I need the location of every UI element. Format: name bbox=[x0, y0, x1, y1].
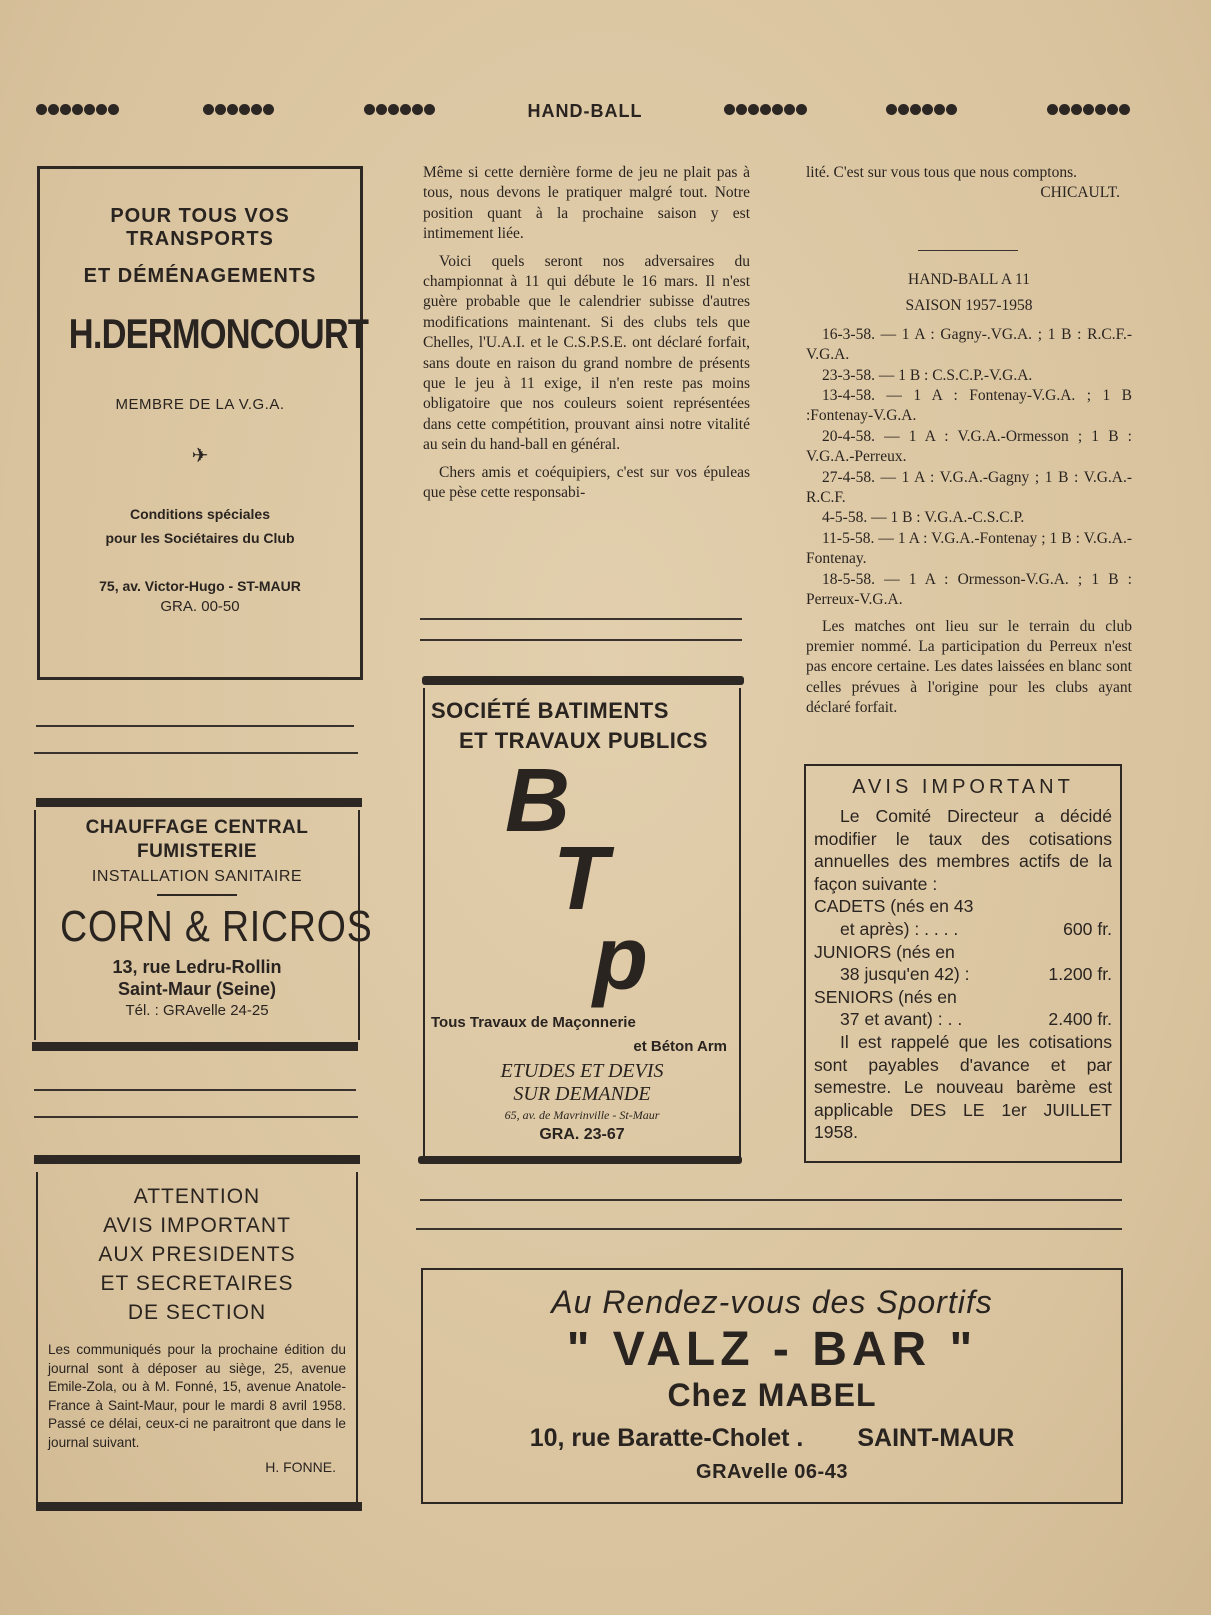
article-body bbox=[423, 163, 750, 511]
divider bbox=[918, 250, 1018, 251]
fee-line: SENIORS (nés en bbox=[814, 986, 957, 1007]
ad-line: ET DÉMÉNAGEMENTS bbox=[83, 265, 317, 287]
divider bbox=[420, 639, 742, 641]
schedule-entry: 27-4-58. — 1 A : V.G.A.-Gagny ; 1 B : V.G.A.-R.C.F. bbox=[806, 468, 1132, 507]
divider bbox=[416, 1228, 1122, 1230]
notice-body bbox=[814, 805, 1112, 1144]
ad-line-text: FUMISTERIE bbox=[136, 841, 258, 862]
notice-body: Les communiqués pour la prochaine édition du journal sont à déposer au siège, 25, avenue Emile-Zola, ou à M. Fonné, 15, avenue Anatole-France à Saint-Maur, pour le mardi 8 avril 1958. Passé ce délai, ceux-ci ne paraitront que dans le journal suivant. bbox=[48, 1342, 346, 1450]
ad-valz-bar bbox=[421, 1268, 1123, 1504]
ad-bottom-bar bbox=[32, 1042, 358, 1051]
article-continuation bbox=[806, 163, 1132, 204]
ad-address-street: 10, rue Baratte-Cholet . bbox=[529, 1424, 804, 1452]
ad-phone: GRAvelle 06-43 bbox=[696, 1461, 848, 1483]
divider bbox=[34, 752, 358, 754]
divider bbox=[34, 1089, 356, 1091]
ad-phone: GRA. 23-67 bbox=[539, 1126, 625, 1143]
notice-heading-line: ET SECRETAIRES bbox=[100, 1272, 294, 1295]
article-paragraph: Chers amis et coéquipiers, c'est sur vos épuleas que pèse cette responsabi- bbox=[423, 463, 750, 502]
fee-row bbox=[814, 918, 1112, 941]
ad-line-text: CHAUFFAGE CENTRAL bbox=[85, 817, 309, 838]
ad-services: Tous Travaux de Maçonnerie bbox=[431, 1014, 636, 1031]
ad-address bbox=[423, 1424, 1121, 1453]
header-ornament-left-2 bbox=[203, 104, 274, 118]
schedule-entry: 13-4-58. — 1 A : Fontenay-V.G.A. ; 1 B :Fontenay-V.G.A. bbox=[806, 387, 1132, 425]
ad-address: 75, av. Victor-Hugo - ST-MAUR bbox=[99, 578, 301, 594]
notice-heading: AVIS IMPORTANT bbox=[852, 776, 1074, 798]
notice-heading-line: AUX PRESIDENTS bbox=[98, 1243, 296, 1266]
header-ornament-left-3 bbox=[364, 104, 435, 118]
notice-avis-important bbox=[804, 764, 1122, 1163]
divider bbox=[34, 1116, 358, 1118]
schedule-entry: 18-5-58. — 1 A : Ormesson-V.G.A. ; 1 B : Perreux-V.G.A. bbox=[806, 570, 1132, 609]
ad-etudes bbox=[425, 1060, 739, 1106]
divider bbox=[36, 725, 354, 727]
header-ornament-right-3 bbox=[1047, 104, 1130, 118]
ad-top-bar bbox=[422, 676, 744, 685]
ad-address bbox=[36, 956, 358, 1000]
article-paragraph: Même si cette dernière forme de jeu ne plait pas à tous, nous devons le pratiquer malgré tout. Notre position quant à la prochaine saison y est intimement liée. bbox=[423, 164, 750, 243]
ad-company-name: H.DERMONCOURT bbox=[68, 310, 369, 357]
ad-bottom-bar bbox=[418, 1156, 742, 1164]
header-ornament-right-2 bbox=[886, 104, 957, 118]
notice-attention bbox=[36, 1172, 358, 1507]
btp-logo-b: B bbox=[505, 751, 570, 851]
schedule-entry: 4-5-58. — 1 B : V.G.A.-C.S.C.P. bbox=[822, 509, 1025, 527]
ad-address-line: 13, rue Ledru-Rollin bbox=[112, 957, 282, 977]
notice-heading-line: DE SECTION bbox=[127, 1301, 267, 1324]
notice-heading-line: ATTENTION bbox=[133, 1185, 261, 1208]
notice-heading bbox=[38, 1182, 356, 1327]
ad-conditions-line: Conditions spéciales bbox=[129, 506, 271, 522]
schedule bbox=[806, 270, 1132, 719]
header-ornament-left-1 bbox=[36, 104, 119, 118]
ad-tagline: Au Rendez-vous des Sportifs bbox=[551, 1284, 993, 1320]
divider bbox=[420, 618, 742, 620]
ad-phone: GRA. 00-50 bbox=[160, 598, 240, 615]
fee-price: 1.200 fr. bbox=[1048, 964, 1112, 985]
ad-line bbox=[36, 816, 358, 864]
ad-company-name: CORN & RICROS bbox=[60, 902, 373, 951]
schedule-title: HAND-BALL A 11 bbox=[908, 271, 1030, 288]
notice-signature: H. FONNE. bbox=[265, 1458, 336, 1475]
schedule-entry: 20-4-58. — 1 A : V.G.A.-Ormesson ; 1 B : V.G.A.-Perreux. bbox=[806, 427, 1132, 466]
ad-company-name: " VALZ - BAR " bbox=[566, 1323, 978, 1376]
ad-services: et Béton Arm bbox=[633, 1038, 727, 1055]
ad-btp bbox=[423, 688, 741, 1160]
article-paragraph: lité. C'est sur vous tous que nous comptons. bbox=[806, 164, 1078, 181]
schedule-note: Les matches ont lieu sur le terrain du club premier nommé. La participation du Perreux n'est pas encore certaine. Les dates laissées en blanc sont celles prévues à l'origine pour les clubs ayant déclaré forfait. bbox=[806, 617, 1132, 717]
notice-outro: Il est rappelé que les cotisations sont payables d'avance et par semestre. Le nouveau barème est applicable DES LE 1er JUILLET 1958. bbox=[814, 1031, 1112, 1143]
schedule-entry: 16-3-58. — 1 A : Gagny-.VG.A. ; 1 B : R.C.F.-V.G.A. bbox=[806, 325, 1132, 364]
ad-phone: Tél. : GRAvelle 24-25 bbox=[125, 1002, 269, 1019]
ad-corn-ricros bbox=[34, 810, 373, 1040]
ad-top-bar bbox=[36, 798, 362, 807]
fee-label: et après) : . . . . bbox=[840, 918, 959, 939]
ad-line: INSTALLATION SANITAIRE bbox=[91, 868, 303, 885]
article-paragraph: Voici quels seront nos adversaires du championnat à 11 qui débute le 16 mars. Il n'est guère probable que le calendrier subisse d'autres modifications maintenant. Si des clubs tels que Chelles, l'U.A.I. et le C.S.P.S.E. ont déclaré forfait, sans doute en raison du grand nombre de présents que le jeu à 11 exige, il n'en reste pas moins obligatoire que nos couleurs soient représentées dans cette compétition, prouvant ainsi notre vitalité au sein du hand-ball en général. bbox=[423, 252, 750, 454]
ad-top-bar bbox=[34, 1155, 360, 1164]
btp-logo-t: T bbox=[553, 829, 608, 929]
fee-label: 38 jusqu'en 42) : bbox=[840, 964, 970, 985]
schedule-entry: 11-5-58. — 1 A : V.G.A.-Fontenay ; 1 B : V.G.A.-Fontenay. bbox=[806, 529, 1132, 568]
ad-conditions bbox=[40, 502, 360, 550]
ad-bottom-bar bbox=[36, 1502, 362, 1511]
header-ornament-right-1 bbox=[724, 104, 807, 118]
ad-dermoncourt bbox=[37, 166, 369, 680]
schedule-season: SAISON 1957-1958 bbox=[905, 297, 1033, 315]
btp-logo-p: p bbox=[593, 909, 648, 1009]
ad-address-line: Saint-Maur (Seine) bbox=[117, 979, 277, 999]
ad-line: POUR TOUS VOS TRANSPORTS bbox=[110, 205, 290, 250]
ad-conditions-line: pour les Sociétaires du Club bbox=[105, 530, 295, 546]
plane-icon: ✈ bbox=[191, 445, 209, 467]
fee-label: 37 et avant) : . . bbox=[840, 1009, 963, 1030]
article-signature: CHICAULT. bbox=[1040, 184, 1120, 202]
page-title: HAND-BALL bbox=[527, 101, 643, 121]
ad-etudes-line: ETUDES ET DEVIS bbox=[500, 1060, 664, 1082]
ad-address: 65, av. de Mavrinville - St-Maur bbox=[504, 1108, 660, 1122]
ad-title-line: ET TRAVAUX PUBLICS bbox=[459, 728, 708, 753]
fee-price: 600 fr. bbox=[1063, 918, 1112, 939]
ad-member-line: MEMBRE DE LA V.G.A. bbox=[115, 396, 285, 413]
notice-heading-line: AVIS IMPORTANT bbox=[103, 1214, 291, 1237]
fee-row bbox=[814, 1008, 1112, 1031]
ad-address-city: SAINT-MAUR bbox=[857, 1424, 1015, 1452]
notice-intro: Le Comité Directeur a décidé modifier le taux des cotisations annuelles des membres actifs de la façon suivante : bbox=[814, 806, 1112, 894]
ad-separator bbox=[157, 894, 237, 896]
ad-title-line: SOCIÉTÉ BATIMENTS bbox=[431, 698, 669, 723]
fee-row bbox=[814, 963, 1112, 986]
ad-owner: Chez MABEL bbox=[667, 1377, 877, 1413]
fee-line: CADETS (nés en 43 bbox=[814, 896, 974, 917]
fee-line: JUNIORS (nés en bbox=[814, 941, 955, 962]
divider bbox=[420, 1199, 1122, 1201]
schedule-entry: 23-3-58. — 1 B : C.S.C.P.-V.G.A. bbox=[822, 366, 1033, 384]
ad-etudes-line: SUR DEMANDE bbox=[513, 1083, 651, 1105]
fee-price: 2.400 fr. bbox=[1048, 1009, 1112, 1030]
